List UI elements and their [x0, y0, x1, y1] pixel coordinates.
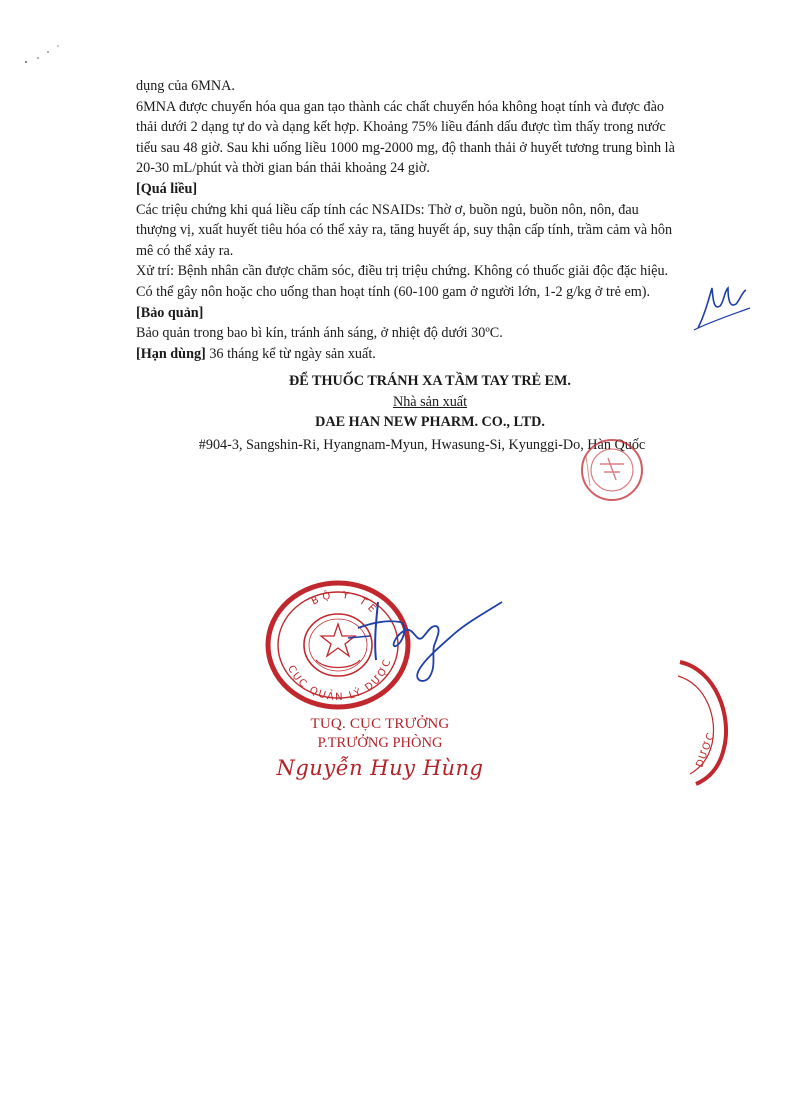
body-line: mê có thể xảy ra.	[136, 242, 234, 259]
seal-top-text: BỘ Y TẾ	[309, 589, 381, 618]
manufacturer-label: Nhà sản xuất	[392, 394, 468, 410]
body-line: dụng của 6MNA.	[136, 78, 235, 94]
body-line: Xử trí: Bệnh nhân cần được chăm sóc, điều trị triệu chứng. Không có thuốc giải độc đặc hiệu.	[136, 263, 669, 280]
body-line: thượng vị, xuất huyết tiêu hóa có thể xảy ra, tăng huyết áp, suy thận cấp tính, trầm cảm và hôn	[136, 222, 673, 239]
signature-block	[270, 716, 490, 780]
signer-title-2: P.TRƯỞNG PHÒNG	[317, 735, 443, 751]
manufacturer-address: #904-3, Sangshin-Ri, Hyangnam-Myun, Hwasung-Si, Kyunggi-Do, Hàn Quốc	[198, 437, 646, 453]
overdose-heading: [Quá liều]	[136, 180, 198, 197]
seal-partial-icon	[672, 656, 732, 786]
body-line: Có thể gây nôn hoặc cho uống than hoạt tính (60-100 gam ở người lớn, 1-2 g/kg ở trẻ em).	[136, 283, 651, 300]
body-line: tiểu sau 48 giờ. Sau khi uống liều 1000 mg-2000 mg, độ thanh thải ở huyết tương trung bình là	[136, 139, 675, 156]
body-line: Các triệu chứng khi quá liều cấp tính các NSAIDs: Thờ ơ, buồn ngủ, buồn nôn, nôn, đau	[136, 201, 639, 218]
handwritten-signature	[318, 582, 508, 692]
signer-name: Nguyễn Huy Hùng	[276, 756, 484, 780]
storage-heading: [Bảo quản]	[136, 304, 204, 321]
initials-signature	[690, 276, 754, 334]
body-line: thải dưới 2 dạng tự do và dạng kết hợp. Khoảng 75% liều đánh dấu được tìm thấy trong nước	[136, 119, 666, 136]
body-line: 6MNA được chuyển hóa qua gan tạo thành các chất chuyển hóa không hoạt tính và được đào	[136, 98, 664, 115]
manufacturer-name: DAE HAN NEW PHARM. CO., LTD.	[315, 414, 545, 430]
expiry-text: 36 tháng kể từ ngày sản xuất.	[205, 345, 376, 362]
child-safety-warning: ĐỂ THUỐC TRÁNH XA TẦM TAY TRẺ EM.	[289, 373, 571, 389]
seal-bottom-text: CỤC QUẢN LÝ DƯỢC	[285, 656, 394, 704]
seal-stamp-small-icon	[570, 436, 648, 506]
body-line: 20-30 mL/phút và thời gian bán thải khoảng 24 giờ.	[136, 160, 430, 177]
seal-partial-text: DƯỢC	[694, 731, 718, 770]
body-line: Bảo quản trong bao bì kín, tránh ánh sáng, ở nhiệt độ dưới 30ºC.	[136, 325, 503, 342]
expiry-heading: [Hạn dùng]	[136, 345, 206, 362]
expiry-line	[136, 344, 716, 365]
signer-title-1: TUQ. CỤC TRƯỞNG	[310, 716, 450, 732]
scan-speckles	[18, 36, 68, 76]
body-text	[136, 76, 716, 364]
